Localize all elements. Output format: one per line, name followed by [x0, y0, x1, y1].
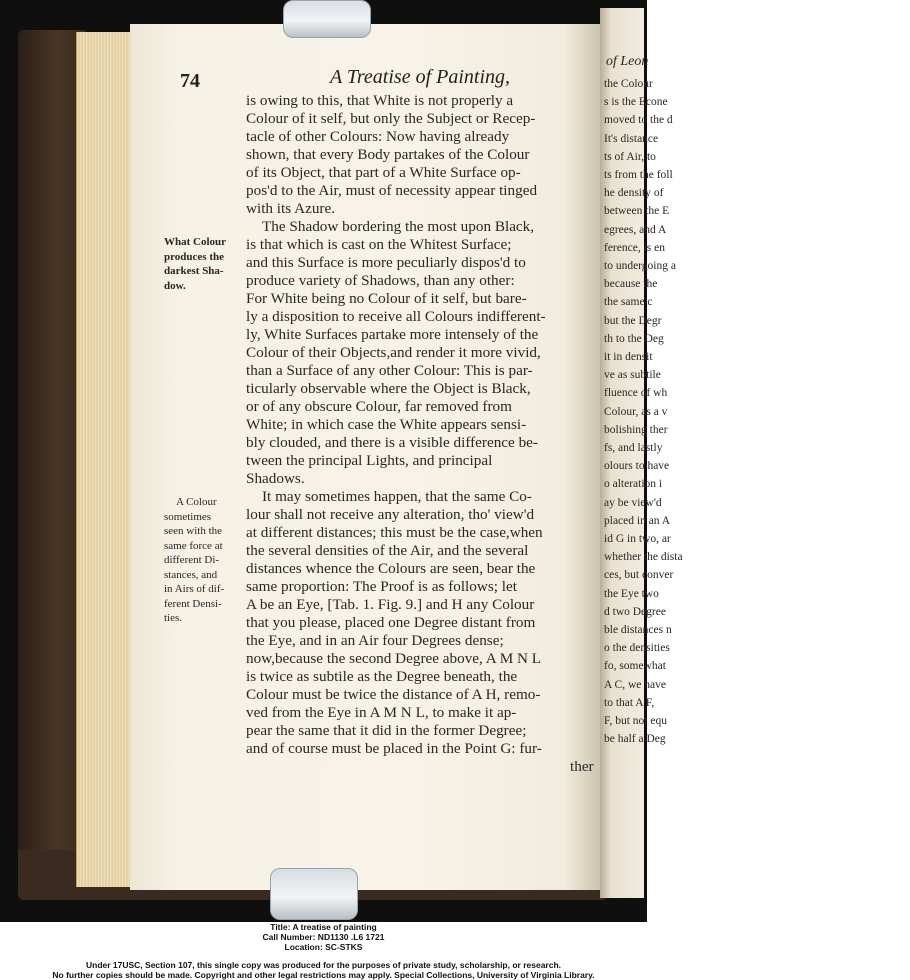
- margin-note-line: ties.: [164, 612, 183, 624]
- body-line: now,because the second Degree above, A M N L: [246, 650, 542, 667]
- right-page-line: fluence of wh: [604, 387, 668, 400]
- body-line: tween the principal Lights, and principal: [246, 452, 493, 469]
- right-page-line: s is the Econe: [604, 96, 668, 109]
- right-page-line: moved to the d: [604, 114, 673, 127]
- margin-note-line: What Colour: [164, 236, 227, 248]
- margin-note-line: produces the: [164, 250, 224, 263]
- body-line: that you please, placed one Degree distant from: [246, 614, 536, 631]
- page-edges: [76, 32, 137, 887]
- margin-note-line: in Airs of dif-: [164, 583, 225, 595]
- body-line: It may sometimes happen, that the same Co-: [262, 488, 532, 505]
- right-page-line: o alteration i: [604, 478, 663, 491]
- caption-notice-2: No further copies should be made. Copyright and other legal restrictions may apply. Special Collections, University of Virginia Library.: [52, 970, 595, 980]
- right-page-line: the Eye two: [604, 587, 659, 600]
- body-line: and of course must be placed in the Point G: fur-: [246, 740, 542, 757]
- body-line: bly clouded, and there is a visible difference be-: [246, 434, 538, 451]
- right-page-line: A C, we have: [604, 678, 666, 691]
- page-clip-bottom: [270, 868, 358, 920]
- margin-note-line: darkest Sha-: [164, 265, 224, 277]
- body-line: than a Surface of any other Colour: This is par-: [246, 362, 533, 379]
- right-page-line: ts from the foll: [604, 169, 673, 181]
- right-page-line: o the densities: [604, 642, 670, 655]
- caption-title: Title: A treatise of painting: [270, 922, 377, 932]
- body-line: is that which is cast on the Whitest Surface;: [246, 236, 512, 253]
- body-line: A be an Eye, [Tab. 1. Fig. 9.] and H any Colour: [246, 596, 535, 613]
- right-page-line: ces, but conver: [604, 569, 674, 582]
- catalog-caption: [0, 922, 647, 980]
- margin-note-line: stances, and: [164, 568, 218, 581]
- body-line: Shadows.: [246, 470, 305, 487]
- margin-note-line: sometimes: [164, 510, 212, 523]
- body-line: the several densities of the Air, and the several: [246, 542, 529, 559]
- right-page-line: d two Degree: [604, 605, 666, 618]
- right-page-line: th to the Deg: [604, 332, 664, 345]
- body-line: For White being no Colour of it self, but bare-: [246, 290, 527, 307]
- right-page-line: fs, and lastly: [604, 442, 663, 454]
- body-line: produce variety of Shadows, than any other:: [246, 272, 515, 289]
- right-page-line: because the: [604, 278, 658, 291]
- margin-note-line: ferent Densi-: [164, 597, 222, 610]
- caption-notice-1: Under 17USC, Section 107, this single copy was produced for the purposes of private study, scholarship, or research.: [85, 960, 562, 970]
- right-page-line: the Colour: [604, 78, 653, 90]
- body-line: The Shadow bordering the most upon Black,: [262, 218, 535, 235]
- right-page-line: placed in an A: [604, 514, 671, 527]
- body-line: ved from the Eye in A M N L, to make it ap-: [246, 704, 517, 721]
- body-line: pear the same that it did in the former Degree;: [246, 722, 527, 739]
- body-line: Colour of it self, but only the Subject or Recep-: [246, 110, 536, 127]
- body-line: and this Surface is more peculiarly dispos'd to: [246, 254, 526, 271]
- body-line: lour shall not receive any alteration, tho' view'd: [246, 506, 535, 523]
- right-page-line: to that A F,: [604, 696, 655, 709]
- right-page-line: between the E: [604, 205, 670, 218]
- body-line: or of any obscure Colour, far removed from: [246, 398, 512, 415]
- body-line: with its Azure.: [246, 200, 336, 217]
- right-page-line: be half a Deg: [604, 733, 666, 746]
- margin-note-line: different Di-: [164, 554, 220, 566]
- right-page-line: ay be view'd: [604, 496, 662, 509]
- right-page-line: whether the dista: [604, 551, 683, 564]
- caption-location: Location: SC-STKS: [284, 942, 363, 952]
- right-page-line: bolishing ther: [604, 423, 668, 436]
- body-line: ther: [570, 758, 594, 775]
- body-line: distances whence the Colours are seen, bear the: [246, 560, 536, 577]
- right-page-line: fo, somewhat: [604, 660, 666, 673]
- page-clip-top: [283, 0, 371, 38]
- body-line: tacle of other Colours: Now having already: [246, 128, 510, 145]
- body-line: pos'd to the Air, must of necessity appear tinged: [246, 182, 538, 199]
- right-page-line: olours to have: [604, 460, 670, 473]
- right-page-line: ts of Air, to: [604, 150, 656, 163]
- body-line: of its Object, that part of a White Surface op-: [246, 164, 521, 181]
- right-page-line: the same c: [604, 296, 653, 309]
- right-page-line: id G in two, ar: [604, 533, 671, 545]
- page-number: 74: [180, 70, 200, 92]
- right-page-line: he density of: [604, 187, 664, 200]
- right-page-line: F, but not equ: [604, 715, 667, 727]
- body-line: Colour of their Objects,and render it more vivid,: [246, 344, 541, 361]
- margin-note-line: A Colour: [176, 496, 217, 508]
- running-head: A Treatise of Painting,: [330, 66, 511, 88]
- right-page-line: to undergoing a: [604, 260, 676, 272]
- body-line: is owing to this, that White is not properly a: [246, 92, 514, 109]
- margin-note-line: dow.: [164, 279, 186, 292]
- body-line: White; in which case the White appears sensi-: [246, 416, 527, 433]
- right-page-line: egrees, and A: [604, 223, 667, 236]
- body-line: Colour must be twice the distance of A H, remo-: [246, 686, 541, 703]
- body-line: same proportion: The Proof is as follows; let: [246, 578, 517, 595]
- body-line: ticularly observable where the Object is Black,: [246, 380, 531, 397]
- caption-call-number: Call Number: ND1130 .L6 1721: [262, 932, 385, 942]
- margin-note-line: seen with the: [164, 525, 223, 537]
- body-line: ly, White Surfaces partake more intensely of the: [246, 326, 539, 343]
- right-page-line: ve as subtile: [604, 369, 661, 382]
- body-line: ly a disposition to receive all Colours indifferent-: [246, 308, 546, 325]
- right-page-line: It's distance: [604, 132, 659, 145]
- right-page-line: it in densit: [604, 351, 653, 363]
- margin-note-line: same force at: [164, 539, 223, 552]
- body-line: shown, that every Body partakes of the Colour: [246, 146, 530, 163]
- right-page-line: ble distances n: [604, 624, 672, 636]
- right-page-line: ference, is en: [604, 241, 665, 254]
- right-running-head: of Leon: [606, 54, 649, 69]
- body-line: at different distances; this must be the case,when: [246, 524, 543, 541]
- body-line: the Eye, and in an Air four Degrees dense;: [246, 632, 504, 649]
- right-page-line: but the Degr: [604, 314, 662, 327]
- right-page-line: Colour, as a v: [604, 405, 668, 418]
- body-line: is twice as subtile as the Degree beneath, the: [246, 668, 518, 685]
